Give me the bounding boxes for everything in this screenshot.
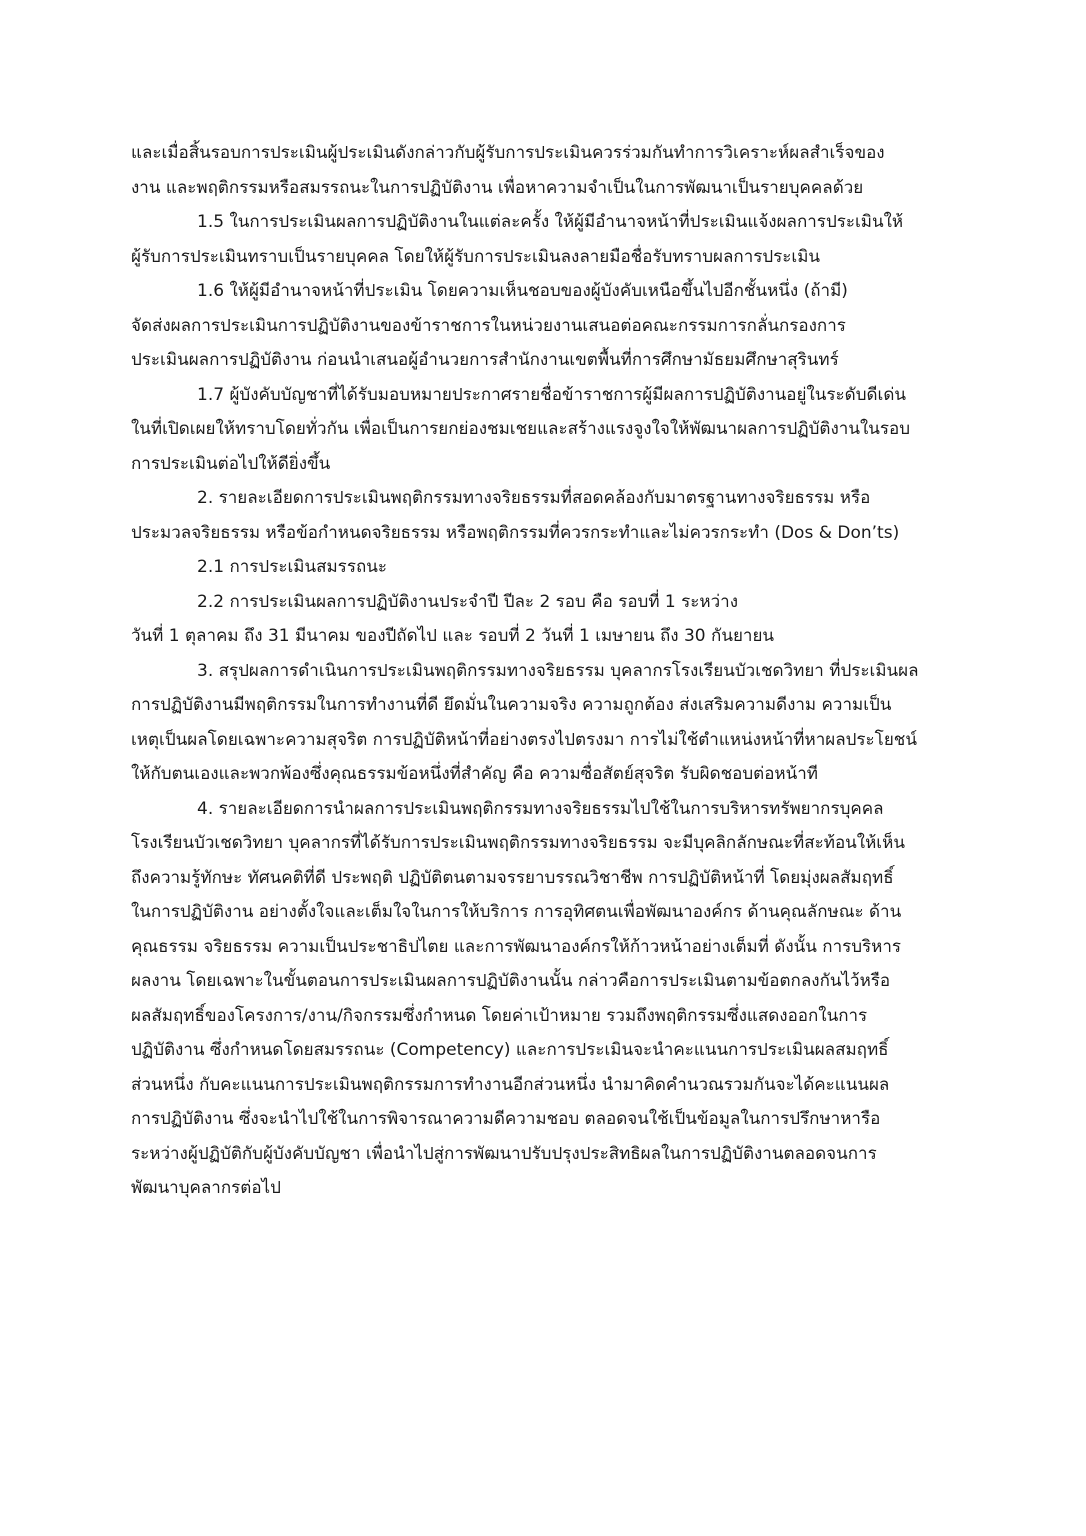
text-line: วันที่ 1 ตุลาคม ถึง 31 มีนาคม ของปีถัดไป และ รอบที่ 2 วันที่ 1 เมษายน ถึง 30 กันยายน xyxy=(131,626,775,646)
text-line: และเมื่อสิ้นรอบการประเมินผู้ประเมินดังกล่าวกับผู้รับการประเมินควรร่วมกันทำการวิเคราะห์ผลสำเร็จของ xyxy=(131,143,885,163)
text-line: งาน และพฤติกรรมหรือสมรรถนะในการปฏิบัติงาน เพื่อหาความจำเป็นในการพัฒนาเป็นรายบุคคลด้วย xyxy=(131,177,864,198)
text-line: ในที่เปิดเผยให้ทราบโดยทั่วกัน เพื่อเป็นการยกย่องชมเชยและสร้างแรงจูงใจให้พัฒนาผลการปฏิบัติงานในรอบ xyxy=(131,419,910,439)
text-line: เหตุเป็นผลโดยเฉพาะความสุจริต การปฏิบัติหน้าที่อย่างตรงไปตรงมา การไม่ใช้ตำแหน่งหน้าที่หาผลประโยชน์ xyxy=(131,729,917,750)
text-line: ระหว่างผู้ปฏิบัติกับผู้บังคับบัญชา เพื่อนำไปสู่การพัฒนาปรับปรุงประสิทธิผลในการปฏิบัติงานตลอดจนการ xyxy=(131,1143,877,1164)
text-line: พัฒนาบุคลากรต่อไป xyxy=(131,1178,281,1198)
text-line: ในการปฏิบัติงาน อย่างตั้งใจและเต็มใจในการให้บริการ การอุทิศตนเพื่อพัฒนาองค์กร ด้านคุณลักษณะ ด้าน xyxy=(131,902,902,922)
text-line: การประเมินต่อไปให้ดียิ่งขึ้น xyxy=(131,453,331,474)
text-line: 2.1 การประเมินสมรรถนะ xyxy=(197,557,387,577)
text-line: ผู้รับการประเมินทราบเป็นรายบุคคล โดยให้ผู้รับการประเมินลงลายมือชื่อรับทราบผลการประเมิน xyxy=(131,246,821,267)
document-body xyxy=(131,136,961,1206)
text-line: ผลงาน โดยเฉพาะในขั้นตอนการประเมินผลการปฏิบัติงานนั้น กล่าวคือการประเมินตามข้อตกลงกันไว้หรือ xyxy=(131,971,891,991)
text-line: 4. รายละเอียดการนำผลการประเมินพฤติกรรมทางจริยธรรมไปใช้ในการบริหารทรัพยากรบุคคล xyxy=(197,798,884,819)
text-line: ส่วนหนึ่ง กับคะแนนการประเมินพฤติกรรมการทำงานอีกส่วนหนึ่ง นำมาคิดคำนวณรวมกันจะได้คะแนนผล xyxy=(131,1074,890,1095)
text-line: โรงเรียนบัวเชดวิทยา บุคลากรที่ได้รับการประเมินพฤติกรรมทางจริยธรรม จะมีบุคลิกลักษณะที่สะท้อนให้เห็น xyxy=(131,833,905,853)
text-line: การปฏิบัติงานมีพฤติกรรมในการทำงานที่ดี ยึดมั่นในความจริง ความถูกต้อง ส่งเสริมความดีงาม ความเป็น xyxy=(131,695,892,715)
text-line: 1.6 ให้ผู้มีอำนาจหน้าที่ประเมิน โดยความเห็นชอบของผู้บังคับเหนือขึ้นไปอีกชั้นหนึ่ง (ถ้ามี) xyxy=(197,281,848,301)
text-line: 3. สรุปผลการดำเนินการประเมินพฤติกรรมทางจริยธรรม บุคลากรโรงเรียนบัวเชดวิทยา ที่ประเมินผล xyxy=(197,660,919,681)
text-line: ประมวลจริยธรรม หรือข้อกำหนดจริยธรรม หรือพฤติกรรมที่ควรกระทำและไม่ควรกระทำ (Dos & Don’ts) xyxy=(131,522,900,543)
text-line: จัดส่งผลการประเมินการปฏิบัติงานของข้าราชการในหน่วยงานเสนอต่อคณะกรรมการกลั่นกรองการ xyxy=(131,315,846,336)
text-line: ผลสัมฤทธิ์ของโครงการ/งาน/กิจกรรมซึ่งกำหนด โดยค่าเป้าหมาย รวมถึงพฤติกรรมซึ่งแสดงออกในการ xyxy=(131,1005,868,1026)
text-line: 2.2 การประเมินผลการปฏิบัติงานประจำปี ปีละ 2 รอบ คือ รอบที่ 1 ระหว่าง xyxy=(197,591,739,612)
text-line: คุณธรรม จริยธรรม ความเป็นประชาธิปไตย และการพัฒนาองค์กรให้ก้าวหน้าอย่างเต็มที่ ดังนั้น การบริหาร xyxy=(131,936,902,957)
text-line: ประเมินผลการปฏิบัติงาน ก่อนนำเสนอผู้อำนวยการสำนักงานเขตพื้นที่การศึกษามัธยมศึกษาสุรินทร์ xyxy=(131,350,839,370)
text-line: ปฏิบัติงาน ซึ่งกำหนดโดยสมรรถนะ (Competency) และการประเมินจะนำคะแนนการประเมินผลสมฤทธิ์ xyxy=(131,1040,889,1060)
text-line: 2. รายละเอียดการประเมินพฤติกรรมทางจริยธรรมที่สอดคล้องกับมาตรฐานทางจริยธรรม หรือ xyxy=(197,488,871,508)
text-line: การปฏิบัติงาน ซึ่งจะนำไปใช้ในการพิจารณาความดีความชอบ ตลอดจนใช้เป็นข้อมูลในการปรึกษาหารือ xyxy=(131,1109,881,1129)
text-line: ให้กับตนเองและพวกพ้องซึ่งคุณธรรมข้อหนึ่งที่สำคัญ คือ ความซื่อสัตย์สุจริต รับผิดชอบต่อหน้าที xyxy=(131,764,818,784)
text-line: ถึงความรู้ทักษะ ทัศนคติที่ดี ประพฤติ ปฏิบัติตนตามจรรยาบรรณวิชาชีพ การปฏิบัติหน้าที่ โดยมุ่งผลสัมฤทธิ์ xyxy=(131,867,894,888)
text-line: 1.7 ผู้บังคับบัญชาที่ได้รับมอบหมายประกาศรายชื่อข้าราชการผู้มีผลการปฏิบัติงานอยู่ในระดับดีเด่น xyxy=(197,384,906,405)
text-line: 1.5 ในการประเมินผลการปฏิบัติงานในแต่ละครั้ง ให้ผู้มีอำนาจหน้าที่ประเมินแจ้งผลการประเมินให้ xyxy=(197,212,904,232)
